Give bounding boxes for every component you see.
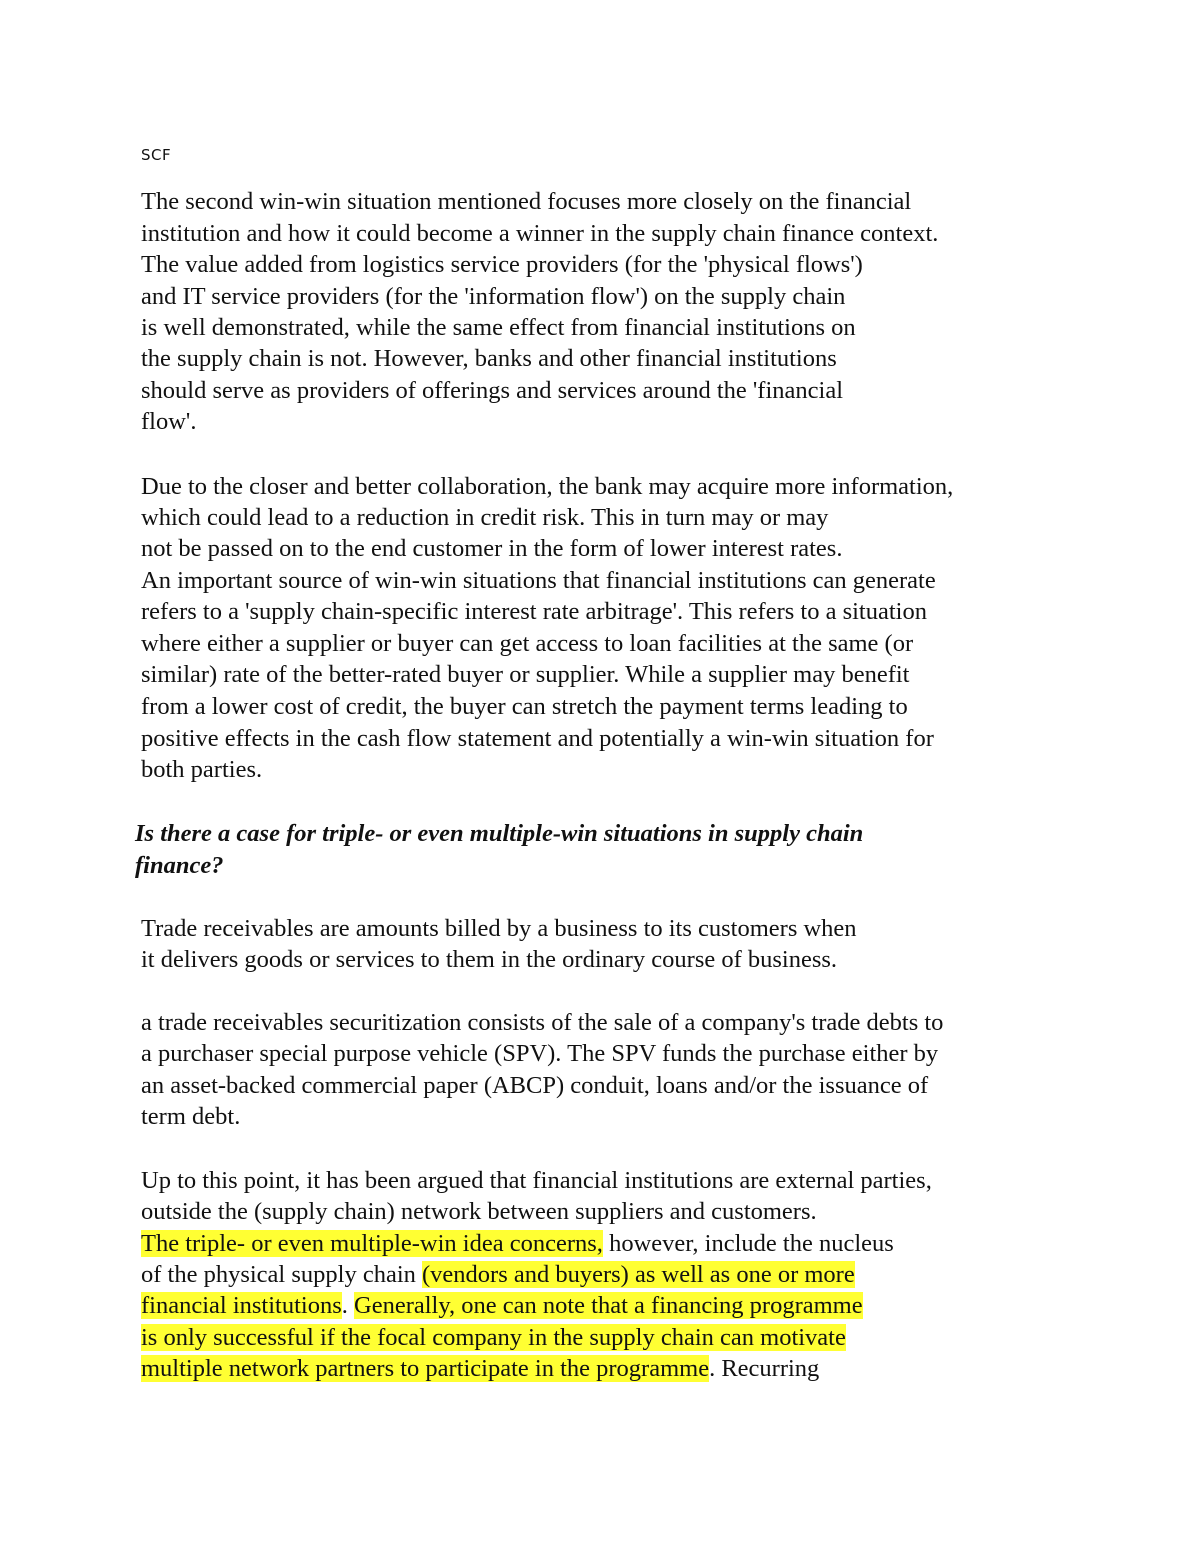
paragraph-2-line: Due to the closer and better collaboration, the bank may acquire more information, bbox=[141, 473, 954, 500]
paragraph-1-line: institution and how it could become a winner in the supply chain finance context. bbox=[141, 220, 939, 247]
paragraph-3-line: it delivers goods or services to them in the ordinary course of business. bbox=[141, 946, 838, 973]
highlighted-text: (vendors and buyers) as well as one or more bbox=[422, 1261, 855, 1288]
paragraph-4-line: an asset-backed commercial paper (ABCP) conduit, loans and/or the issuance of bbox=[141, 1072, 929, 1099]
paragraph-5-line bbox=[141, 1261, 855, 1289]
highlighted-text: Generally, one can note that a financing programme bbox=[354, 1292, 863, 1319]
plain-text: . bbox=[341, 1292, 354, 1319]
paragraph-3-line: Trade receivables are amounts billed by a business to its customers when bbox=[141, 915, 857, 942]
section-heading: finance? bbox=[135, 852, 224, 879]
paragraph-2-line: both parties. bbox=[141, 756, 263, 783]
paragraph-4-line: a purchaser special purpose vehicle (SPV). The SPV funds the purchase either by bbox=[141, 1040, 939, 1067]
highlighted-text: multiple network partners to participate in the programme bbox=[141, 1355, 710, 1382]
plain-text: . Recurring bbox=[709, 1355, 820, 1382]
paragraph-1-line: is well demonstrated, while the same effect from financial institutions on bbox=[141, 314, 856, 341]
highlighted-text: The triple- or even multiple-win idea concerns, bbox=[141, 1230, 603, 1257]
paragraph-2-line: not be passed on to the end customer in the form of lower interest rates. bbox=[141, 535, 843, 562]
paragraph-5-line: Up to this point, it has been argued that financial institutions are external parties, bbox=[141, 1167, 932, 1194]
paragraph-4-line: a trade receivables securitization consists of the sale of a company's trade debts to bbox=[141, 1009, 944, 1036]
paragraph-2-line: refers to a 'supply chain-specific interest rate arbitrage'. This refers to a situation bbox=[141, 598, 927, 625]
paragraph-2-line: An important source of win-win situations that financial institutions can generate bbox=[141, 567, 936, 594]
plain-text: however, include the nucleus bbox=[602, 1230, 894, 1257]
paragraph-1-line: the supply chain is not. However, banks and other financial institutions bbox=[141, 345, 837, 372]
paragraph-2-line: which could lead to a reduction in credit risk. This in turn may or may bbox=[141, 504, 829, 531]
paragraph-5-line bbox=[141, 1292, 863, 1320]
paragraph-2-line: positive effects in the cash flow statement and potentially a win-win situation for bbox=[141, 725, 934, 752]
paragraph-5-line: outside the (supply chain) network between suppliers and customers. bbox=[141, 1198, 817, 1225]
paragraph-2-line: where either a supplier or buyer can get access to loan facilities at the same (or bbox=[141, 630, 914, 657]
plain-text: of the physical supply chain bbox=[141, 1261, 423, 1288]
highlighted-text: is only successful if the focal company in the supply chain can motivate bbox=[141, 1324, 846, 1351]
paragraph-4-line: term debt. bbox=[141, 1103, 241, 1130]
paragraph-1-line: The second win-win situation mentioned focuses more closely on the financial bbox=[141, 188, 912, 215]
highlighted-text: financial institutions bbox=[141, 1292, 342, 1319]
document-header: SCF bbox=[141, 146, 172, 164]
paragraph-5-line bbox=[141, 1355, 819, 1383]
paragraph-1-line: should serve as providers of offerings and services around the 'financial bbox=[141, 377, 843, 404]
paragraph-1-line: flow'. bbox=[141, 408, 197, 435]
paragraph-5-line bbox=[141, 1230, 894, 1258]
paragraph-1-line: The value added from logistics service providers (for the 'physical flows') bbox=[141, 251, 863, 278]
paragraph-5-line bbox=[141, 1324, 846, 1352]
section-heading: Is there a case for triple- or even multiple-win situations in supply chain bbox=[135, 820, 864, 847]
paragraph-2-line: similar) rate of the better-rated buyer or supplier. While a supplier may benefit bbox=[141, 661, 910, 688]
paragraph-2-line: from a lower cost of credit, the buyer can stretch the payment terms leading to bbox=[141, 693, 908, 720]
paragraph-1-line: and IT service providers (for the 'information flow') on the supply chain bbox=[141, 283, 846, 310]
